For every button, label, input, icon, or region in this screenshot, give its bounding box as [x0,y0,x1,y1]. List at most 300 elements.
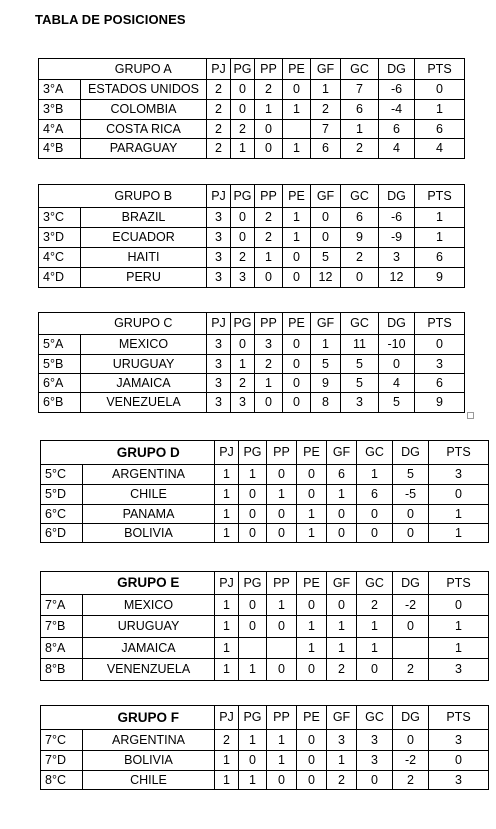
stat-cell-pj: 1 [215,505,239,524]
seed-cell: 8°C [41,771,83,790]
seed-cell: 5°C [41,465,83,485]
stat-cell-gc: 1 [357,638,393,659]
stat-cell-pp: 1 [267,595,297,616]
stat-cell-pp: 0 [267,465,297,485]
stat-cell-pg: 1 [231,355,255,374]
stat-cell-gc: 2 [341,139,379,159]
group-table [40,571,489,681]
column-header-pp: PP [267,706,297,730]
stat-cell-pp: 0 [267,659,297,681]
stat-cell-gf: 1 [327,751,357,771]
column-header-gf: GF [327,441,357,465]
stat-cell-pts: 1 [429,638,489,659]
stat-cell-pe: 1 [297,524,327,543]
stat-cell-gc: 0 [341,268,379,288]
stat-cell-dg: 0 [379,355,415,374]
stat-cell-pg: 1 [239,465,267,485]
column-header-pg: PG [239,441,267,465]
column-header-dg: DG [393,572,429,595]
stat-cell-pj: 3 [207,393,231,413]
stat-cell-pg: 3 [231,393,255,413]
stat-cell-pts: 0 [429,485,489,505]
stat-cell-pe: 1 [297,616,327,638]
table-row [41,638,489,659]
team-cell: URUGUAY [83,616,215,638]
seed-cell: 6°A [39,374,81,393]
stat-cell-pe: 0 [283,268,311,288]
stat-cell-pp: 0 [267,771,297,790]
seed-cell: 4°C [39,248,81,268]
seed-cell: 6°B [39,393,81,413]
stat-cell-pp: 1 [255,248,283,268]
group-table [38,58,465,159]
stat-cell-gc: 2 [357,595,393,616]
stat-cell-gc: 0 [357,505,393,524]
stat-cell-gf: 7 [311,120,341,139]
header-blank-cell [39,59,81,80]
stat-cell-pe: 1 [297,505,327,524]
team-cell: CHILE [83,485,215,505]
team-cell: VENENZUELA [83,659,215,681]
stat-cell-pg: 0 [239,505,267,524]
seed-cell: 6°C [41,505,83,524]
column-header-pe: PE [283,185,311,208]
group-header-row [41,706,489,730]
stat-cell-pj: 3 [207,268,231,288]
stat-cell-pts: 3 [429,771,489,790]
group-name: GRUPO A [81,59,207,80]
stat-cell-gf: 1 [327,485,357,505]
seed-cell: 5°A [39,335,81,355]
stat-cell-dg: -4 [379,100,415,120]
stat-cell-dg: 0 [393,730,429,751]
column-header-dg: DG [379,185,415,208]
stat-cell-gc: 1 [357,465,393,485]
team-cell: HAITI [81,248,207,268]
column-header-gc: GC [341,185,379,208]
seed-cell: 7°B [41,616,83,638]
stat-cell-gc: 3 [341,393,379,413]
seed-cell: 3°A [39,80,81,100]
column-header-gf: GF [311,313,341,335]
column-header-pj: PJ [207,59,231,80]
stat-cell-pg: 1 [239,730,267,751]
column-header-pg: PG [239,706,267,730]
header-blank-cell [39,185,81,208]
stat-cell-pe: 0 [297,730,327,751]
group-header-row [39,185,465,208]
team-cell: BOLIVIA [83,751,215,771]
seed-cell: 4°A [39,120,81,139]
stat-cell-gc: 11 [341,335,379,355]
seed-cell: 7°C [41,730,83,751]
stat-cell-dg: 12 [379,268,415,288]
stat-cell-pts: 0 [415,80,465,100]
stat-cell-pe: 0 [283,393,311,413]
group-table [38,312,465,413]
stat-cell-dg: 4 [379,374,415,393]
stat-cell-dg [393,638,429,659]
column-header-pe: PE [297,441,327,465]
table-row [41,485,489,505]
stat-cell-dg: -10 [379,335,415,355]
stat-cell-pj: 2 [215,730,239,751]
table-row [39,355,465,374]
column-header-gf: GF [311,59,341,80]
column-header-dg: DG [393,706,429,730]
stat-cell-gf: 0 [311,208,341,228]
column-header-pp: PP [255,185,283,208]
stat-cell-dg: 2 [393,659,429,681]
stat-cell-pe: 0 [297,465,327,485]
stat-cell-gc: 9 [341,228,379,248]
seed-cell: 6°D [41,524,83,543]
stat-cell-pj: 1 [215,771,239,790]
stat-cell-gf: 5 [311,248,341,268]
column-header-gf: GF [311,185,341,208]
stat-cell-dg: 5 [393,465,429,485]
stat-cell-pj: 2 [207,100,231,120]
stat-cell-dg: -6 [379,80,415,100]
table-row [39,248,465,268]
seed-cell: 3°C [39,208,81,228]
stat-cell-pg: 1 [231,139,255,159]
column-header-pe: PE [283,59,311,80]
stat-cell-pts: 1 [415,208,465,228]
stat-cell-pp: 1 [267,751,297,771]
stat-cell-gc: 3 [357,730,393,751]
stat-cell-pe: 0 [283,374,311,393]
stat-cell-pp: 1 [255,100,283,120]
stat-cell-gf: 0 [327,505,357,524]
column-header-pts: PTS [429,441,489,465]
stat-cell-gf: 1 [327,616,357,638]
team-cell: ARGENTINA [83,465,215,485]
table-row [41,524,489,543]
team-cell: MEXICO [83,595,215,616]
stat-cell-gc: 0 [357,659,393,681]
stat-cell-pe: 1 [283,100,311,120]
table-row [39,208,465,228]
table-row [41,751,489,771]
column-header-gc: GC [357,441,393,465]
stat-cell-pg: 0 [239,524,267,543]
stat-cell-pp: 2 [255,80,283,100]
group-name: GRUPO C [81,313,207,335]
stat-cell-pg: 0 [239,751,267,771]
stat-cell-pg: 0 [231,335,255,355]
stat-cell-pts: 0 [415,335,465,355]
column-header-dg: DG [379,59,415,80]
group-header-row [41,441,489,465]
column-header-dg: DG [393,441,429,465]
stat-cell-gf: 12 [311,268,341,288]
stat-cell-gc: 6 [341,100,379,120]
group-name: GRUPO B [81,185,207,208]
stat-cell-pg: 1 [239,771,267,790]
stat-cell-gf: 6 [311,139,341,159]
stat-cell-pts: 1 [415,100,465,120]
stat-cell-gc: 1 [357,616,393,638]
stat-cell-pp: 0 [267,616,297,638]
stat-cell-dg: 0 [393,505,429,524]
stat-cell-pg: 0 [231,228,255,248]
stat-cell-pg: 0 [231,80,255,100]
team-cell: COSTA RICA [81,120,207,139]
stat-cell-pp: 1 [255,374,283,393]
seed-cell: 5°B [39,355,81,374]
column-header-pg: PG [231,185,255,208]
stat-cell-pj: 2 [207,120,231,139]
stat-cell-pts: 1 [429,616,489,638]
stat-cell-dg: 4 [379,139,415,159]
group-name: GRUPO F [83,706,215,730]
stat-cell-dg: 6 [379,120,415,139]
stat-cell-pj: 1 [215,465,239,485]
stat-cell-pg: 0 [231,100,255,120]
seed-cell: 4°B [39,139,81,159]
column-header-pp: PP [255,59,283,80]
team-cell: PERU [81,268,207,288]
table-row [39,100,465,120]
column-header-pj: PJ [215,706,239,730]
seed-cell: 3°B [39,100,81,120]
stat-cell-pe: 1 [283,139,311,159]
stat-cell-pe: 0 [283,248,311,268]
stat-cell-gc: 3 [357,751,393,771]
stat-cell-gc: 5 [341,374,379,393]
header-blank-cell [39,313,81,335]
stat-cell-pg: 2 [231,248,255,268]
table-row [39,228,465,248]
stat-cell-pts: 9 [415,268,465,288]
table-row [39,393,465,413]
stat-cell-pj: 3 [207,228,231,248]
team-cell: ECUADOR [81,228,207,248]
stat-cell-pts: 6 [415,374,465,393]
stat-cell-pp: 2 [255,208,283,228]
stat-cell-pe: 1 [283,228,311,248]
table-row [39,268,465,288]
column-header-pg: PG [231,313,255,335]
seed-cell: 8°B [41,659,83,681]
team-cell: PANAMA [83,505,215,524]
stat-cell-gf: 1 [311,80,341,100]
column-header-pe: PE [283,313,311,335]
stat-cell-gc: 7 [341,80,379,100]
column-header-pj: PJ [215,572,239,595]
stat-cell-pts: 3 [429,465,489,485]
stat-cell-pe: 1 [297,638,327,659]
stat-cell-pp [267,638,297,659]
team-cell: JAMAICA [81,374,207,393]
stat-cell-pp: 2 [255,228,283,248]
group-header-row [39,313,465,335]
stat-cell-pts: 1 [415,228,465,248]
seed-cell: 3°D [39,228,81,248]
column-header-gc: GC [357,706,393,730]
stat-cell-pts: 6 [415,120,465,139]
header-blank-cell [41,572,83,595]
stat-cell-pp: 0 [267,524,297,543]
stat-cell-pts: 3 [429,730,489,751]
stat-cell-dg: -6 [379,208,415,228]
stat-cell-pg: 2 [231,374,255,393]
table-row [41,595,489,616]
stat-cell-pj: 1 [215,659,239,681]
stat-cell-pe: 0 [297,485,327,505]
column-header-pts: PTS [429,572,489,595]
stat-cell-pp: 1 [267,485,297,505]
column-header-pj: PJ [207,185,231,208]
stat-cell-pp: 2 [255,355,283,374]
stat-cell-pe: 0 [297,659,327,681]
stat-cell-pts: 1 [429,505,489,524]
stat-cell-pj: 3 [207,208,231,228]
stat-cell-pp: 3 [255,335,283,355]
group-table [40,705,489,790]
stat-cell-pg: 0 [239,485,267,505]
stat-cell-pj: 1 [215,751,239,771]
team-cell: JAMAICA [83,638,215,659]
stat-cell-pe: 0 [297,595,327,616]
stat-cell-dg: -9 [379,228,415,248]
stat-cell-pts: 6 [415,248,465,268]
stat-cell-dg: 0 [393,524,429,543]
stat-cell-pp: 0 [255,393,283,413]
column-header-gc: GC [341,313,379,335]
stat-cell-gc: 6 [357,485,393,505]
column-header-pe: PE [297,706,327,730]
stat-cell-pts: 0 [429,751,489,771]
stat-cell-dg: -2 [393,595,429,616]
stat-cell-gc: 5 [341,355,379,374]
stat-cell-pp: 1 [267,730,297,751]
stat-cell-pg: 2 [231,120,255,139]
stat-cell-pts: 9 [415,393,465,413]
table-row [41,771,489,790]
stat-cell-pts: 3 [415,355,465,374]
table-row [41,730,489,751]
stat-cell-gf: 0 [311,228,341,248]
column-header-gf: GF [327,706,357,730]
stat-cell-pg [239,638,267,659]
column-header-pts: PTS [415,313,465,335]
page-title: TABLA DE POSICIONES [35,12,186,27]
stat-cell-gc: 0 [357,771,393,790]
stat-cell-dg: 0 [393,616,429,638]
table-row [41,465,489,485]
column-header-dg: DG [379,313,415,335]
stat-cell-pj: 2 [207,80,231,100]
stat-cell-pg: 0 [239,595,267,616]
column-header-pts: PTS [429,706,489,730]
team-cell: PARAGUAY [81,139,207,159]
stat-cell-pj: 1 [215,524,239,543]
stat-cell-dg: -5 [393,485,429,505]
stat-cell-gf: 8 [311,393,341,413]
stat-cell-pp: 0 [255,139,283,159]
stat-cell-gf: 1 [311,335,341,355]
stat-cell-pj: 3 [207,355,231,374]
stat-cell-gf: 0 [327,595,357,616]
stat-cell-gc: 6 [341,208,379,228]
group-header-row [41,572,489,595]
group-name: GRUPO D [83,441,215,465]
column-header-pe: PE [297,572,327,595]
team-cell: VENEZUELA [81,393,207,413]
column-header-pj: PJ [207,313,231,335]
team-cell: URUGUAY [81,355,207,374]
team-cell: ESTADOS UNIDOS [81,80,207,100]
stat-cell-gf: 5 [311,355,341,374]
stat-cell-pj: 3 [207,248,231,268]
stat-cell-pts: 3 [429,659,489,681]
header-blank-cell [41,441,83,465]
stat-cell-pts: 4 [415,139,465,159]
stat-cell-pj: 2 [207,139,231,159]
stat-cell-pg: 0 [231,208,255,228]
table-resize-handle[interactable] [467,412,474,419]
seed-cell: 5°D [41,485,83,505]
team-cell: CHILE [83,771,215,790]
header-blank-cell [41,706,83,730]
stat-cell-dg: 5 [379,393,415,413]
stat-cell-gf: 9 [311,374,341,393]
seed-cell: 7°A [41,595,83,616]
group-header-row [39,59,465,80]
stat-cell-gf: 2 [327,771,357,790]
stat-cell-gc: 0 [357,524,393,543]
stat-cell-gf: 3 [327,730,357,751]
stat-cell-pg: 3 [231,268,255,288]
stat-cell-pe: 0 [297,751,327,771]
stat-cell-gf: 6 [327,465,357,485]
stat-cell-pg: 0 [239,616,267,638]
stat-cell-pe [283,120,311,139]
team-cell: BOLIVIA [83,524,215,543]
table-row [41,505,489,524]
stat-cell-pp: 0 [255,120,283,139]
stat-cell-pj: 1 [215,485,239,505]
stat-cell-pj: 3 [207,335,231,355]
table-row [41,616,489,638]
stat-cell-pp: 0 [267,505,297,524]
column-header-pp: PP [267,572,297,595]
stat-cell-gf: 1 [327,638,357,659]
group-table [40,440,489,543]
table-row [39,80,465,100]
column-header-gc: GC [341,59,379,80]
seed-cell: 8°A [41,638,83,659]
seed-cell: 4°D [39,268,81,288]
table-row [39,120,465,139]
stat-cell-pj: 1 [215,616,239,638]
stat-cell-gf: 2 [327,659,357,681]
stat-cell-dg: 2 [393,771,429,790]
group-table [38,184,465,288]
column-header-gf: GF [327,572,357,595]
team-cell: ARGENTINA [83,730,215,751]
stat-cell-pe: 0 [283,80,311,100]
stat-cell-pe: 0 [283,335,311,355]
column-header-pp: PP [255,313,283,335]
table-row [39,335,465,355]
stat-cell-pe: 0 [297,771,327,790]
column-header-pg: PG [239,572,267,595]
table-row [39,139,465,159]
stat-cell-gc: 2 [341,248,379,268]
